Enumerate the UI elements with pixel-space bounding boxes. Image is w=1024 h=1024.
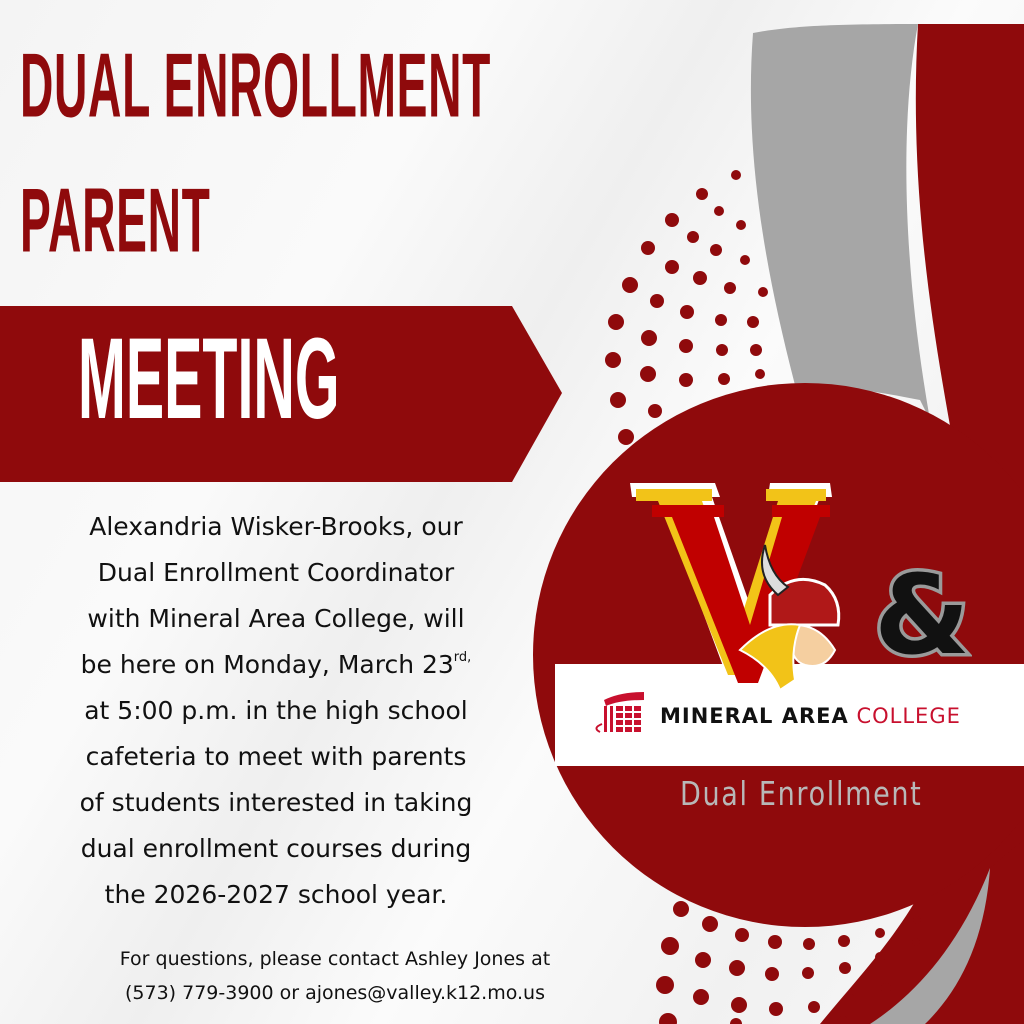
gray-swoosh-top: [751, 24, 930, 420]
headline-dual-enrollment: DUAL ENROLLMENT: [20, 34, 492, 137]
date-text: be here on Monday, March 23: [80, 650, 454, 679]
college-name: MINERAL AREA COLLEGE: [660, 704, 961, 728]
body-line: the 2026-2027 school year.: [104, 880, 448, 909]
contact-line-phone-email[interactable]: (573) 779-3900 or ajones@valley.k12.mo.us: [124, 982, 545, 1004]
body-line-date: [16, 642, 536, 688]
contact-line: For questions, please contact Ashley Jones at: [119, 948, 551, 970]
svg-text:&: &: [874, 558, 970, 674]
banner-meeting-text: MEETING: [78, 316, 340, 444]
building-logo-icon: [590, 688, 646, 738]
headline-parent: PARENT: [20, 169, 211, 272]
body-line: at 5:00 p.m. in the high school: [84, 696, 468, 725]
body-line: Dual Enrollment Coordinator: [97, 558, 455, 587]
date-suffix: rd,: [453, 650, 472, 665]
body-line: dual enrollment courses during: [80, 834, 472, 863]
body-line: Alexandria Wisker-Brooks, our: [89, 512, 463, 541]
body-line: with Mineral Area College, will: [87, 604, 465, 633]
ampersand-icon: [872, 558, 972, 674]
contact-info: [50, 942, 620, 1010]
viking-v-logo-icon: [620, 475, 860, 695]
body-line: of students interested in taking: [79, 788, 473, 817]
meeting-description: [16, 504, 536, 918]
dual-enrollment-label: Dual Enrollment: [680, 774, 923, 813]
body-line: cafeteria to meet with parents: [85, 742, 467, 771]
